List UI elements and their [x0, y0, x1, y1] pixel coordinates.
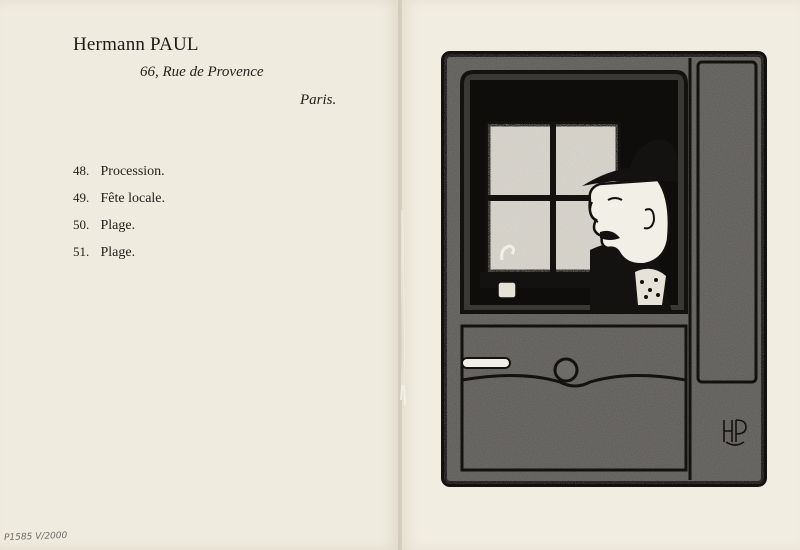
artist-city: Paris.: [300, 92, 337, 108]
shelfmark: P1585 V/2000: [3, 530, 68, 544]
work-number: 49.: [73, 190, 90, 205]
work-title: Fête locale.: [100, 191, 166, 206]
work-title: Plage.: [100, 245, 136, 260]
door-lock: [555, 359, 577, 381]
work-number: 51.: [73, 244, 90, 259]
artist-name: Hermann PAUL: [73, 34, 199, 55]
carriage-illustration: [440, 50, 768, 488]
work-number: 50.: [73, 217, 90, 232]
work-number: 48.: [73, 163, 90, 178]
works-list: [73, 160, 165, 268]
door-handle: [462, 358, 510, 368]
artist-address: 66, Rue de Provence: [140, 64, 264, 80]
binding-string-icon: [400, 210, 406, 410]
work-title: Procession.: [100, 164, 165, 179]
list-item: [73, 187, 165, 214]
list-item: [73, 241, 165, 268]
list-item: [73, 214, 165, 241]
list-item: [73, 160, 165, 187]
work-title: Plage.: [100, 218, 136, 233]
